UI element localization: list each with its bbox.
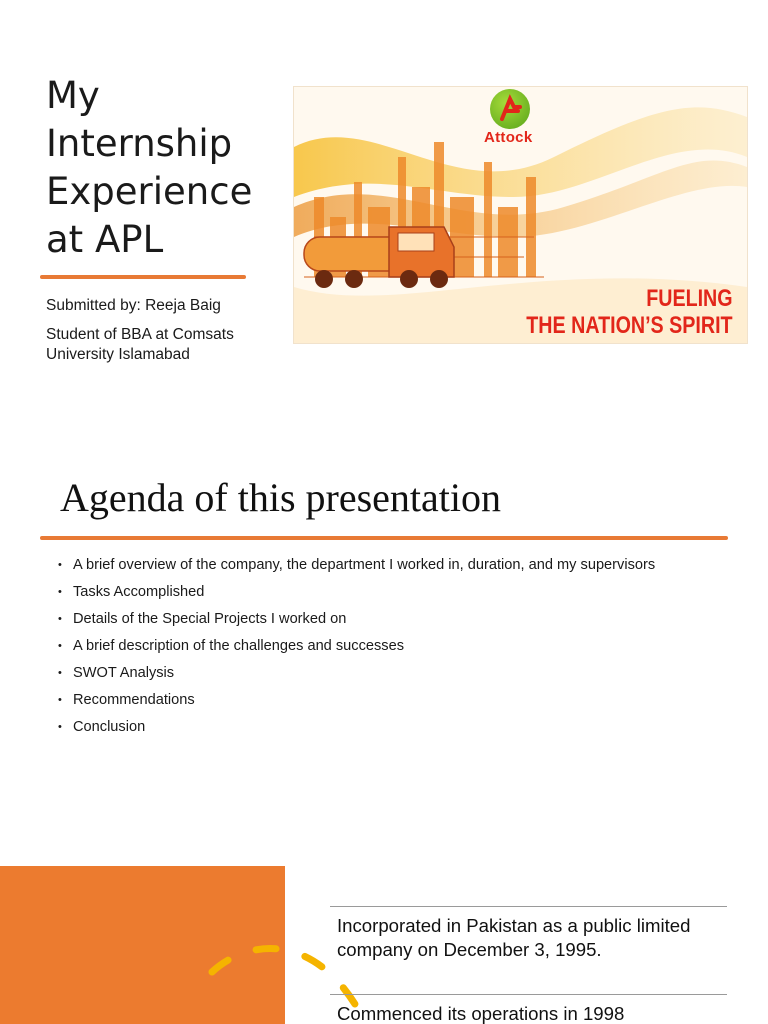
- bullet-icon: •: [58, 640, 62, 652]
- agenda-item-text: A brief description of the challenges and successes: [73, 638, 404, 654]
- brand-name: Attock: [484, 129, 533, 146]
- agenda-item: [58, 583, 708, 601]
- agenda-item-text: Conclusion: [73, 719, 146, 735]
- agenda-title: Agenda of this presentation: [60, 475, 501, 520]
- agenda-item: [58, 637, 708, 655]
- bullet-icon: •: [58, 586, 62, 598]
- agenda-slide: [0, 436, 768, 836]
- divider-line: [330, 906, 727, 907]
- title-line: Experience: [46, 170, 253, 213]
- fact-operations: Commenced its operations in 1998: [337, 1003, 625, 1024]
- attock-emblem-icon: [490, 89, 530, 129]
- title-line: at APL: [46, 218, 164, 261]
- bullet-icon: •: [58, 694, 62, 706]
- title-line: Internship: [46, 122, 233, 165]
- company-facts-slide: [0, 852, 768, 1024]
- submitted-by: Submitted by: Reeja Baig: [46, 297, 221, 314]
- agenda-item: [58, 664, 708, 682]
- bullet-icon: •: [58, 667, 62, 679]
- agenda-item-text: Details of the Special Projects I worked on: [73, 611, 347, 627]
- attock-banner-image: [293, 86, 748, 344]
- bullet-icon: •: [58, 721, 62, 733]
- presentation-title: [46, 72, 286, 264]
- bullet-icon: •: [58, 613, 62, 625]
- attock-logo: [484, 89, 554, 149]
- fact-incorporation: Incorporated in Pakistan as a public limited company on December 3, 1995.: [337, 915, 691, 960]
- bullet-icon: •: [58, 559, 62, 571]
- agenda-item: [58, 610, 708, 628]
- agenda-item: [58, 718, 708, 736]
- agenda-item-text: A brief overview of the company, the department I worked in, duration, and my supervisors: [73, 557, 656, 573]
- agenda-item-text: Tasks Accomplished: [73, 584, 205, 600]
- agenda-item-text: SWOT Analysis: [73, 665, 175, 681]
- agenda-item: [58, 691, 708, 709]
- agenda-list: [58, 556, 708, 745]
- title-line: My: [46, 74, 100, 117]
- student-info: Student of BBA at Comsats University Islamabad: [46, 326, 234, 363]
- banner-slogan: [527, 285, 733, 339]
- slogan-line: FUELING: [646, 285, 733, 312]
- agenda-item: [58, 556, 708, 574]
- agenda-underline: [40, 536, 728, 540]
- divider-line: [330, 994, 727, 995]
- agenda-item-text: Recommendations: [73, 692, 195, 708]
- slogan-line: THE NATION’S SPIRIT: [526, 312, 733, 339]
- title-slide: [0, 0, 768, 420]
- title-underline: [40, 275, 246, 279]
